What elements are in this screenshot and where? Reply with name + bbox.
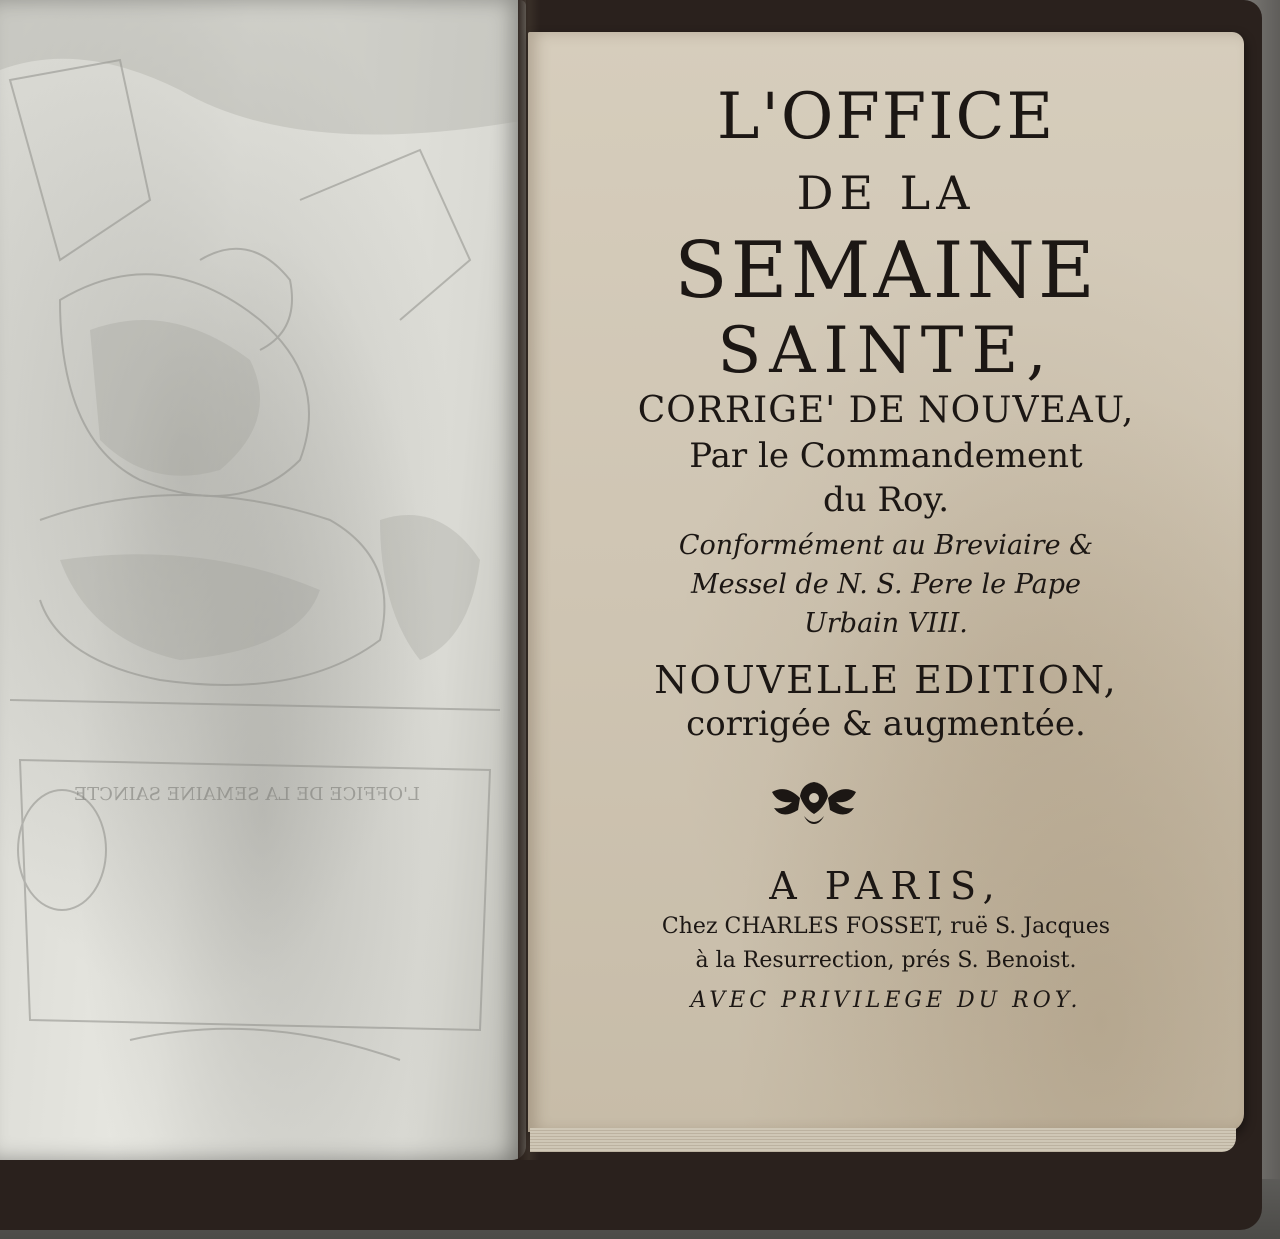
- privilege-line: AVEC PRIVILEGE DU ROY.: [690, 988, 1082, 1013]
- italic-line-breviaire: Conformément au Breviaire &: [678, 530, 1094, 561]
- frontispiece-engraving: [0, 0, 526, 1160]
- imprint-publisher: Chez CHARLES FOSSET, ruë S. Jacques: [661, 914, 1111, 939]
- italic-line-urbain: Urbain VIII.: [804, 608, 968, 639]
- printer-ornament-icon: [764, 774, 864, 830]
- imprint-city: A PARIS,: [769, 864, 1003, 908]
- subtitle-corrige: CORRIGE' DE NOUVEAU,: [637, 390, 1135, 431]
- frontispiece-cartouche-text: L'OFFICE DE LA SEMAINE SAINCTE: [73, 784, 420, 805]
- frontispiece-page: [0, 0, 526, 1160]
- title-line-de-la: DE LA: [796, 166, 976, 220]
- title-line-semaine: SEMAINE: [674, 226, 1098, 316]
- title-page: [528, 32, 1244, 1132]
- italic-line-messel: Messel de N. S. Pere le Pape: [690, 569, 1082, 600]
- subtitle-du-roy: du Roy.: [822, 480, 950, 520]
- edition-subline: corrigée & augmentée.: [686, 704, 1086, 744]
- title-line-office: L'OFFICE: [716, 80, 1056, 154]
- page-edges: [530, 1128, 1236, 1152]
- imprint-address: à la Resurrection, prés S. Benoist.: [695, 948, 1077, 973]
- title-line-sainte: SAINTE,: [717, 314, 1055, 388]
- subtitle-commandement: Par le Commandement: [689, 436, 1083, 476]
- edition-line: NOUVELLE EDITION,: [654, 658, 1118, 702]
